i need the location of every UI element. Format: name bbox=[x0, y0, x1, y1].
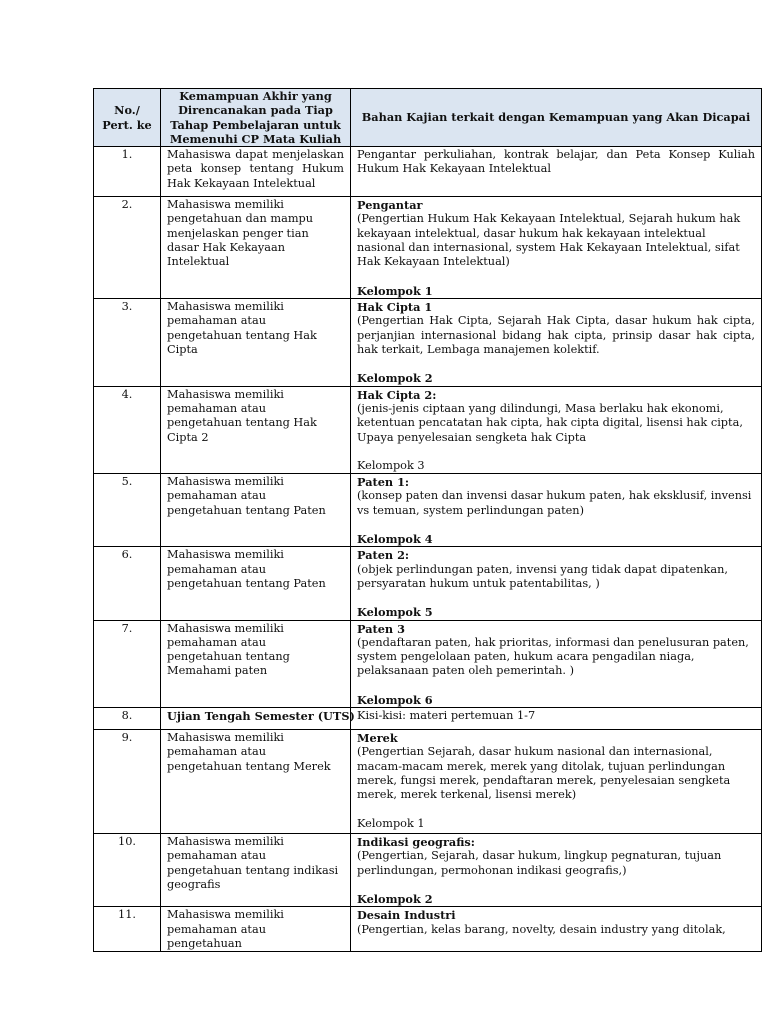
row-heading: Indikasi geografis: bbox=[357, 835, 475, 850]
row-kemampuan: Ujian Tengah Semester (UTS) bbox=[161, 708, 351, 730]
row-number: 4. bbox=[94, 386, 161, 473]
row-heading: Pengantar bbox=[357, 198, 423, 213]
row-number: 9. bbox=[94, 730, 161, 834]
row-bahan-kajian bbox=[351, 708, 762, 730]
row-bahan-kajian bbox=[351, 299, 762, 386]
header-bahan-kajian: Bahan Kajian terkait dengan Kemampuan yang Akan Dicapai bbox=[351, 89, 762, 147]
row-heading: Merek bbox=[357, 731, 398, 746]
table-row bbox=[94, 620, 762, 707]
row-desc: (Pengertian Sejarah, dasar hukum nasional dan internasional, macam-macam merek, merek yang ditolak, tujuan perlindungan merek, fungsi merek, pendaftaran merek, penyelesaian sengketa merek, merek terkenal, lisensi merek) bbox=[357, 745, 731, 802]
row-kemampuan: Mahasiswa memiliki pengetahuan dan mampu menjelaskan penger tian dasar Hak Kekayaan Intelektual bbox=[161, 197, 351, 299]
row-bahan-kajian bbox=[351, 474, 762, 547]
row-kemampuan: Mahasiswa memiliki pemahaman atau pengetahuan tentang Paten bbox=[161, 547, 351, 620]
row-bahan-kajian bbox=[351, 547, 762, 620]
row-number: 6. bbox=[94, 547, 161, 620]
row-desc: (objek perlindungan paten, invensi yang tidak dapat dipatenkan, persyaratan hukum untuk patentabilitas, ) bbox=[357, 562, 728, 590]
row-number: 2. bbox=[94, 197, 161, 299]
table-row bbox=[94, 299, 762, 386]
table-row bbox=[94, 197, 762, 299]
row-kelompok: Kelompok 2 bbox=[357, 371, 433, 386]
row-heading: Desain Industri bbox=[357, 908, 456, 923]
row-desc: (konsep paten dan invensi dasar hukum paten, hak eksklusif, invensi vs temuan, system perlindungan paten) bbox=[357, 489, 752, 517]
row-kelompok: Kelompok 3 bbox=[357, 458, 425, 472]
table-header-row bbox=[94, 89, 762, 147]
row-number: 10. bbox=[94, 834, 161, 907]
row-kelompok: Kelompok 1 bbox=[357, 283, 433, 298]
table-row bbox=[94, 547, 762, 620]
row-heading: Paten 1: bbox=[357, 475, 410, 490]
row-kemampuan: Mahasiswa memiliki pemahaman atau pengetahuan tentang Hak Cipta 2 bbox=[161, 386, 351, 473]
row-desc: (Pengertian, Sejarah, dasar hukum, lingkup pegnaturan, tujuan perlindungan, permohonan indikasi geografis,) bbox=[357, 849, 722, 877]
row-kemampuan: Mahasiswa memiliki pemahaman atau pengetahuan bbox=[161, 907, 351, 952]
row-number: 8. bbox=[94, 708, 161, 730]
row-heading: Paten 2: bbox=[357, 548, 410, 563]
table-row bbox=[94, 474, 762, 547]
row-heading: Hak Cipta 1 bbox=[357, 300, 433, 315]
row-desc: (pendaftaran paten, hak prioritas, informasi dan penelusuran paten, system pengelolaan paten, hukum acara pengadilan niaga, pelaksanaan paten oleh pemerintah. ) bbox=[357, 635, 749, 678]
row-desc: (jenis-jenis ciptaan yang dilindungi, Masa berlaku hak ekonomi, ketentuan pencatatan hak cipta, hak cipta digital, lisensi hak cipta, Upaya penyelesaian sengketa hak Cipta bbox=[357, 401, 743, 444]
row-kemampuan: Mahasiswa memiliki pemahaman atau pengetahuan tentang Memahami paten bbox=[161, 620, 351, 707]
header-kemampuan: Kemampuan Akhir yang Direncanakan pada Tiap Tahap Pembelajaran untuk Memenuhi CP Mata Kuliah bbox=[161, 89, 351, 147]
table-row bbox=[94, 386, 762, 473]
row-desc: (Pengertian Hukum Hak Kekayaan Intelektual, Sejarah hukum hak kekayaan intelektual, dasar hukum hak kekayaan intelektual nasional dan internasional, system Hak Kekayaan Intelektual, sifat Hak Kekayaan Intelektual) bbox=[357, 212, 741, 269]
syllabus-table bbox=[93, 88, 762, 952]
row-kemampuan: Mahasiswa memiliki pemahaman atau pengetahuan tentang Paten bbox=[161, 474, 351, 547]
row-kelompok: Kelompok 5 bbox=[357, 605, 433, 620]
row-kelompok: Kelompok 4 bbox=[357, 532, 433, 547]
row-number: 1. bbox=[94, 147, 161, 197]
row-bahan-kajian bbox=[351, 620, 762, 707]
row-bahan-kajian bbox=[351, 834, 762, 907]
row-kelompok: Kelompok 2 bbox=[357, 891, 433, 906]
table-row bbox=[94, 730, 762, 834]
row-heading: Hak Cipta 2: bbox=[357, 387, 437, 402]
row-number: 7. bbox=[94, 620, 161, 707]
row-kemampuan: Mahasiswa memiliki pemahaman atau pengetahuan tentang Merek bbox=[161, 730, 351, 834]
row-number: 11. bbox=[94, 907, 161, 952]
row-desc: Pengantar perkuliahan, kontrak belajar, dan Peta Konsep Kuliah Hukum Hak Kekayaan Intelektual bbox=[357, 148, 755, 176]
table-row bbox=[94, 834, 762, 907]
row-bahan-kajian bbox=[351, 907, 762, 952]
row-number: 3. bbox=[94, 299, 161, 386]
row-kelompok: Kelompok 6 bbox=[357, 692, 433, 707]
row-kemampuan: Mahasiswa dapat menjelaskan peta konsep tentang Hukum Hak Kekayaan Intelektual bbox=[161, 147, 351, 197]
row-kemampuan: Mahasiswa memiliki pemahaman atau pengetahuan tentang indikasi geografis bbox=[161, 834, 351, 907]
table-row bbox=[94, 907, 762, 952]
row-heading: Paten 3 bbox=[357, 621, 405, 636]
row-bahan-kajian bbox=[351, 197, 762, 299]
row-bahan-kajian bbox=[351, 730, 762, 834]
row-desc: (Pengertian Hak Cipta, Sejarah Hak Cipta, dasar hukum hak cipta, perjanjian internasional bidang hak cipta, prinsip dasar hak cipta, hak terkait, Lembaga manajemen kolektif. bbox=[357, 314, 755, 357]
row-bahan-kajian bbox=[351, 147, 762, 197]
table-row bbox=[94, 147, 762, 197]
header-no: No./ Pert. ke bbox=[94, 89, 161, 147]
row-desc: (Pengertian, kelas barang, novelty, desain industry yang ditolak, bbox=[357, 922, 726, 936]
row-kemampuan: Mahasiswa memiliki pemahaman atau pengetahuan tentang Hak Cipta bbox=[161, 299, 351, 386]
row-bahan-kajian bbox=[351, 386, 762, 473]
table-row bbox=[94, 708, 762, 730]
row-kelompok: Kelompok 1 bbox=[357, 816, 425, 830]
row-desc: Kisi-kisi: materi pertemuan 1-7 bbox=[357, 709, 536, 723]
row-number: 5. bbox=[94, 474, 161, 547]
